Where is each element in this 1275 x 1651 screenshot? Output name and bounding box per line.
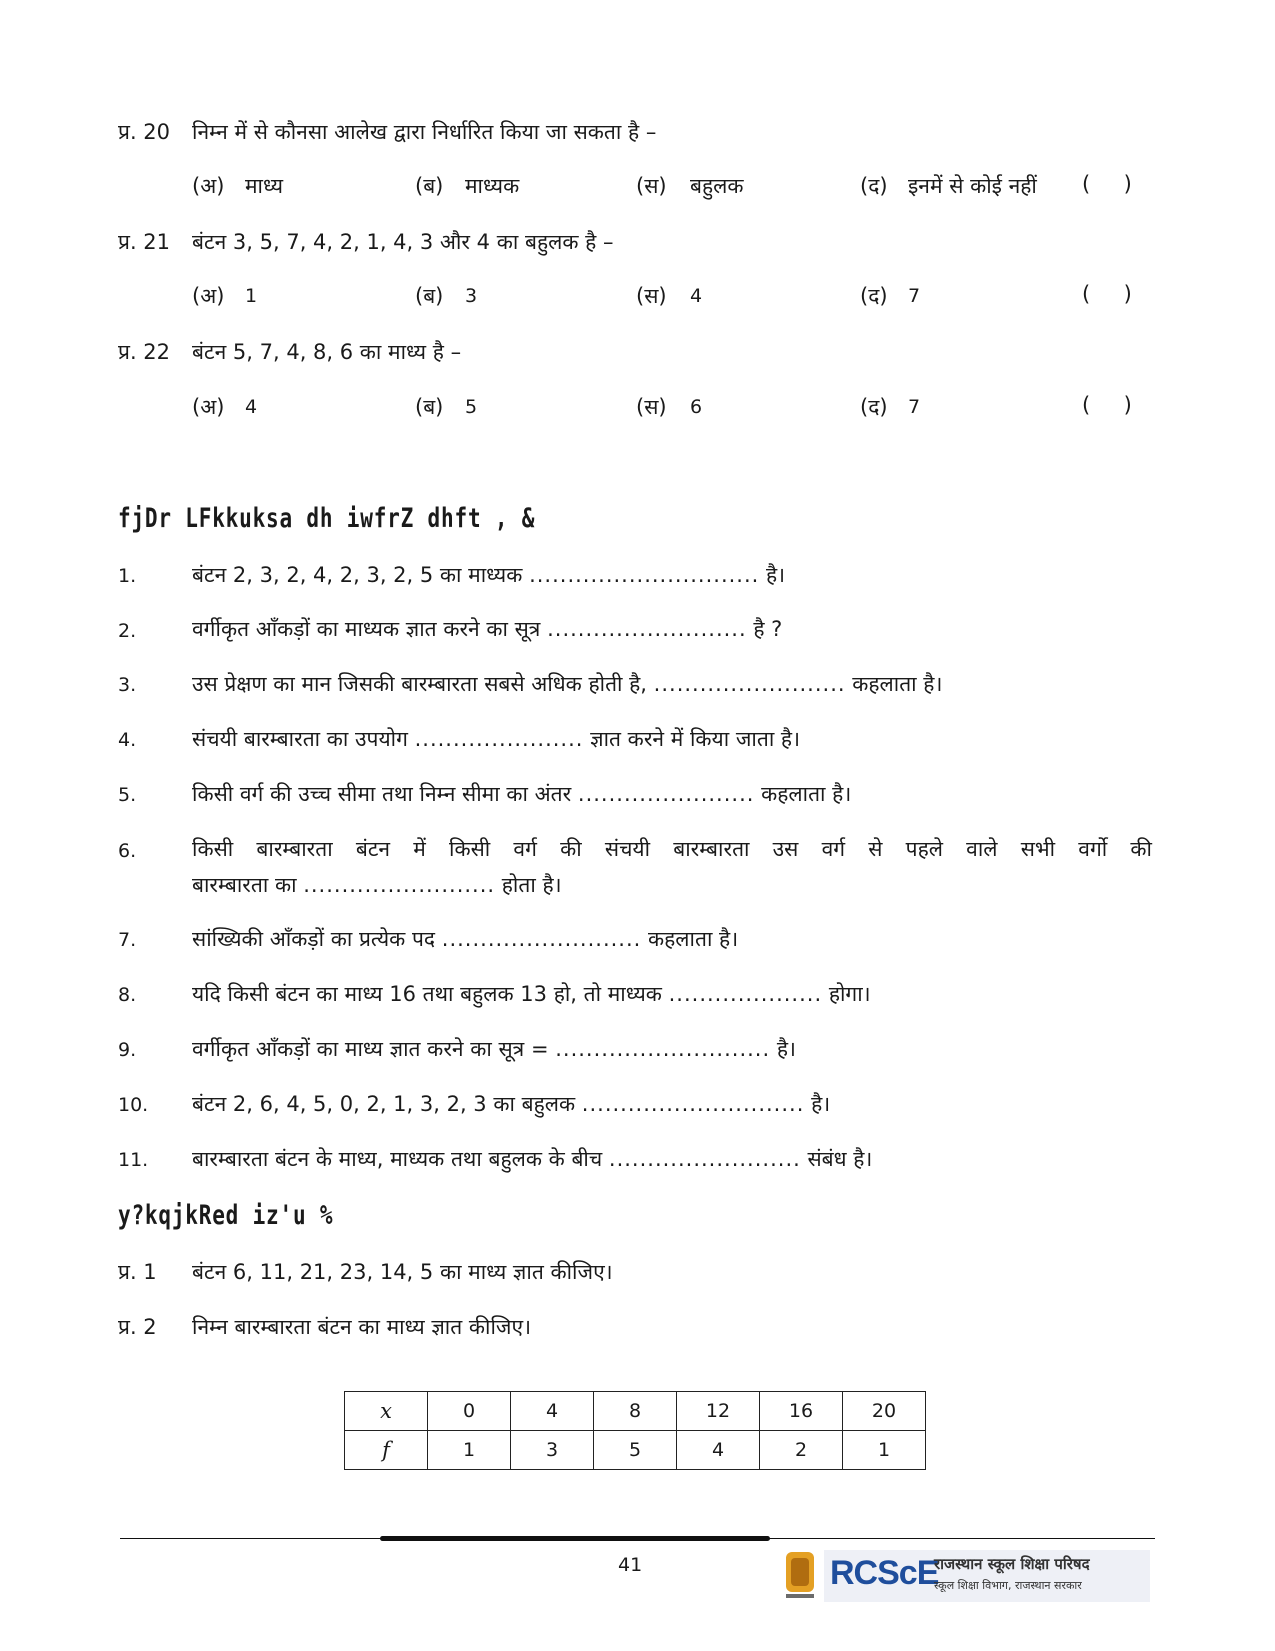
- blank: ....................: [668, 982, 823, 1006]
- list-item: [118, 782, 136, 806]
- item-text: होगा।: [828, 982, 871, 1006]
- logo-text: RCScE: [830, 1554, 939, 1592]
- option-text: बहुलक: [690, 174, 744, 198]
- list-item: [118, 1147, 148, 1171]
- blank: .........................: [608, 1147, 801, 1171]
- item-text: कहलाता है।: [648, 927, 739, 951]
- question-label: प्र. 22: [118, 340, 171, 364]
- option-text: 3: [465, 285, 478, 307]
- list-item: [192, 615, 782, 643]
- item-text: वर्गीकृत आँकड़ों का माध्यक ज्ञात करने का सूत्र: [192, 617, 541, 641]
- item-text: संचयी बारम्बारता का उपयोग: [192, 727, 408, 751]
- option-text: माध्य: [245, 174, 284, 198]
- row-header-f: f: [345, 1431, 428, 1470]
- table-row-x: [345, 1392, 926, 1431]
- option-text: 4: [245, 396, 258, 418]
- list-item: [192, 780, 851, 808]
- question-label: प्र. 21: [118, 230, 171, 254]
- table-row-f: [345, 1431, 926, 1470]
- item-number: 6.: [118, 840, 137, 862]
- list-item: [192, 561, 785, 589]
- item-number: 7.: [118, 929, 137, 951]
- list-item: [192, 1145, 872, 1173]
- row-header-x: x: [345, 1392, 428, 1431]
- option-text: 1: [245, 285, 258, 307]
- section-heading-short-answer: y?kqjkRed iz'u %: [118, 1200, 334, 1231]
- table-cell: 5: [594, 1431, 677, 1470]
- table-cell: 0: [428, 1392, 511, 1431]
- item-text: होता है।: [501, 873, 562, 897]
- option-key: (द): [860, 395, 888, 419]
- item-text: वर्गीकृत आँकड़ों का माध्य ज्ञात करने का सूत्र =: [192, 1037, 549, 1061]
- question-text: बंटन 5, 7, 4, 8, 6 का माध्य है –: [192, 340, 462, 364]
- list-item: [192, 1035, 796, 1063]
- option-key: (स): [636, 284, 667, 308]
- item-number: 3.: [118, 674, 137, 696]
- list-item: [118, 618, 136, 642]
- item-text: बारम्बारता का: [192, 873, 297, 897]
- item-text: किसी वर्ग की उच्च सीमा तथा निम्न सीमा का अंतर: [192, 782, 572, 806]
- blank: .............................: [581, 1092, 805, 1116]
- footer-logo: [782, 1546, 1154, 1606]
- list-item: [192, 925, 738, 953]
- item-text: है।: [811, 1092, 831, 1116]
- org-subtitle: स्कूल शिक्षा विभाग, राजस्थान सरकार: [934, 1579, 1082, 1592]
- list-item: [192, 670, 942, 698]
- table-cell: 4: [677, 1431, 760, 1470]
- option-text: 5: [465, 396, 478, 418]
- table-cell: 16: [760, 1392, 843, 1431]
- item-text: बंटन 2, 6, 4, 5, 0, 2, 1, 3, 2, 3 का बहुलक: [192, 1092, 576, 1116]
- blank: ..............................: [529, 563, 760, 587]
- item-number: 9.: [118, 1039, 137, 1061]
- list-item: [192, 1090, 830, 1118]
- question-text: निम्न में से कौनसा आलेख द्वारा निर्धारित किया जा सकता है –: [192, 120, 657, 144]
- item-number: 10.: [118, 1094, 149, 1116]
- answer-box: ( ): [1082, 172, 1132, 196]
- option-text: 7: [908, 396, 921, 418]
- option-text: इनमें से कोई नहीं: [908, 174, 1037, 198]
- blank: ..........................: [547, 617, 747, 641]
- item-text: संबंध है।: [807, 1147, 873, 1171]
- item-text: उस प्रेक्षण का मान जिसकी बारम्बारता सबसे अधिक होती है,: [192, 672, 647, 696]
- list-item: [118, 1092, 148, 1116]
- page-number: 41: [618, 1554, 643, 1576]
- item-text: है।: [766, 563, 786, 587]
- item-number: 11.: [118, 1149, 149, 1171]
- option-key: (अ): [192, 174, 225, 198]
- option-text: 6: [690, 396, 703, 418]
- footer-divider-accent: [380, 1536, 770, 1541]
- question-text: निम्न बारम्बारता बंटन का माध्य ज्ञात कीजिए।: [192, 1315, 532, 1339]
- blank: ............................: [555, 1037, 771, 1061]
- blank: .......................: [577, 782, 755, 806]
- list-item: [118, 1037, 136, 1061]
- list-item: [118, 982, 136, 1006]
- option-text: 4: [690, 285, 703, 307]
- item-number: 2.: [118, 620, 137, 642]
- list-item: [118, 563, 136, 587]
- table-cell: 3: [511, 1431, 594, 1470]
- question-label: प्र. 1: [118, 1260, 157, 1284]
- table-cell: 20: [843, 1392, 926, 1431]
- item-text: कहलाता है।: [761, 782, 852, 806]
- table-cell: 1: [843, 1431, 926, 1470]
- question-label: प्र. 2: [118, 1315, 157, 1339]
- blank: .........................: [653, 672, 846, 696]
- option-text: माध्यक: [465, 174, 520, 198]
- answer-box: ( ): [1082, 282, 1132, 306]
- blank: ..........................: [441, 927, 642, 951]
- table-cell: 8: [594, 1392, 677, 1431]
- section-heading-fill-blanks: fjDr LFkkuksa dh iwfrZ dhft , &: [118, 503, 536, 534]
- option-key: (ब): [415, 174, 444, 198]
- org-name: राजस्थान स्कूल शिक्षा परिषद: [934, 1555, 1090, 1573]
- item-number: 5.: [118, 784, 137, 806]
- answer-box: ( ): [1082, 393, 1132, 417]
- option-key: (ब): [415, 395, 444, 419]
- question-text: बंटन 6, 11, 21, 23, 14, 5 का माध्य ज्ञात कीजिए।: [192, 1260, 613, 1284]
- list-item: [118, 727, 136, 751]
- list-item: [118, 927, 136, 951]
- option-key: (अ): [192, 284, 225, 308]
- item-text: सांख्यिकी आँकड़ों का प्रत्येक पद: [192, 927, 436, 951]
- table-cell: 12: [677, 1392, 760, 1431]
- table-cell: 1: [428, 1431, 511, 1470]
- list-item: [118, 672, 136, 696]
- option-key: (अ): [192, 395, 225, 419]
- list-item: [118, 838, 136, 862]
- item-number: 8.: [118, 984, 137, 1006]
- list-item: [192, 871, 562, 899]
- item-text: बारम्बारता बंटन के माध्य, माध्यक तथा बहुलक के बीच: [192, 1147, 603, 1171]
- item-text: ज्ञात करने में किया जाता है।: [590, 727, 801, 751]
- question-text: बंटन 3, 5, 7, 4, 2, 1, 4, 3 और 4 का बहुलक है –: [192, 230, 614, 254]
- item-text: बंटन 2, 3, 2, 4, 2, 3, 2, 5 का माध्यक: [192, 563, 523, 587]
- item-text: यदि किसी बंटन का माध्य 16 तथा बहुलक 13 हो, तो माध्यक: [192, 982, 662, 1006]
- option-key: (द): [860, 174, 888, 198]
- list-item: [192, 725, 800, 753]
- frequency-table: [344, 1391, 926, 1470]
- blank: .........................: [303, 873, 496, 897]
- option-key: (स): [636, 395, 667, 419]
- option-key: (ब): [415, 284, 444, 308]
- table-cell: 4: [511, 1392, 594, 1431]
- item-text: है।: [776, 1037, 796, 1061]
- list-item: [192, 980, 871, 1008]
- item-number: 4.: [118, 729, 137, 751]
- list-item-line: किसी बारम्बारता बंटन में किसी वर्ग की संचयी बारम्बारता उस वर्ग से पहले वाले सभी वर्गो की: [192, 837, 1152, 861]
- item-number: 1.: [118, 565, 137, 587]
- table-cell: 2: [760, 1431, 843, 1470]
- item-text: कहलाता है।: [852, 672, 943, 696]
- option-key: (स): [636, 174, 667, 198]
- item-text: है ?: [753, 617, 783, 641]
- option-key: (द): [860, 284, 888, 308]
- question-label: प्र. 20: [118, 120, 171, 144]
- blank: ......................: [414, 727, 584, 751]
- option-text: 7: [908, 285, 921, 307]
